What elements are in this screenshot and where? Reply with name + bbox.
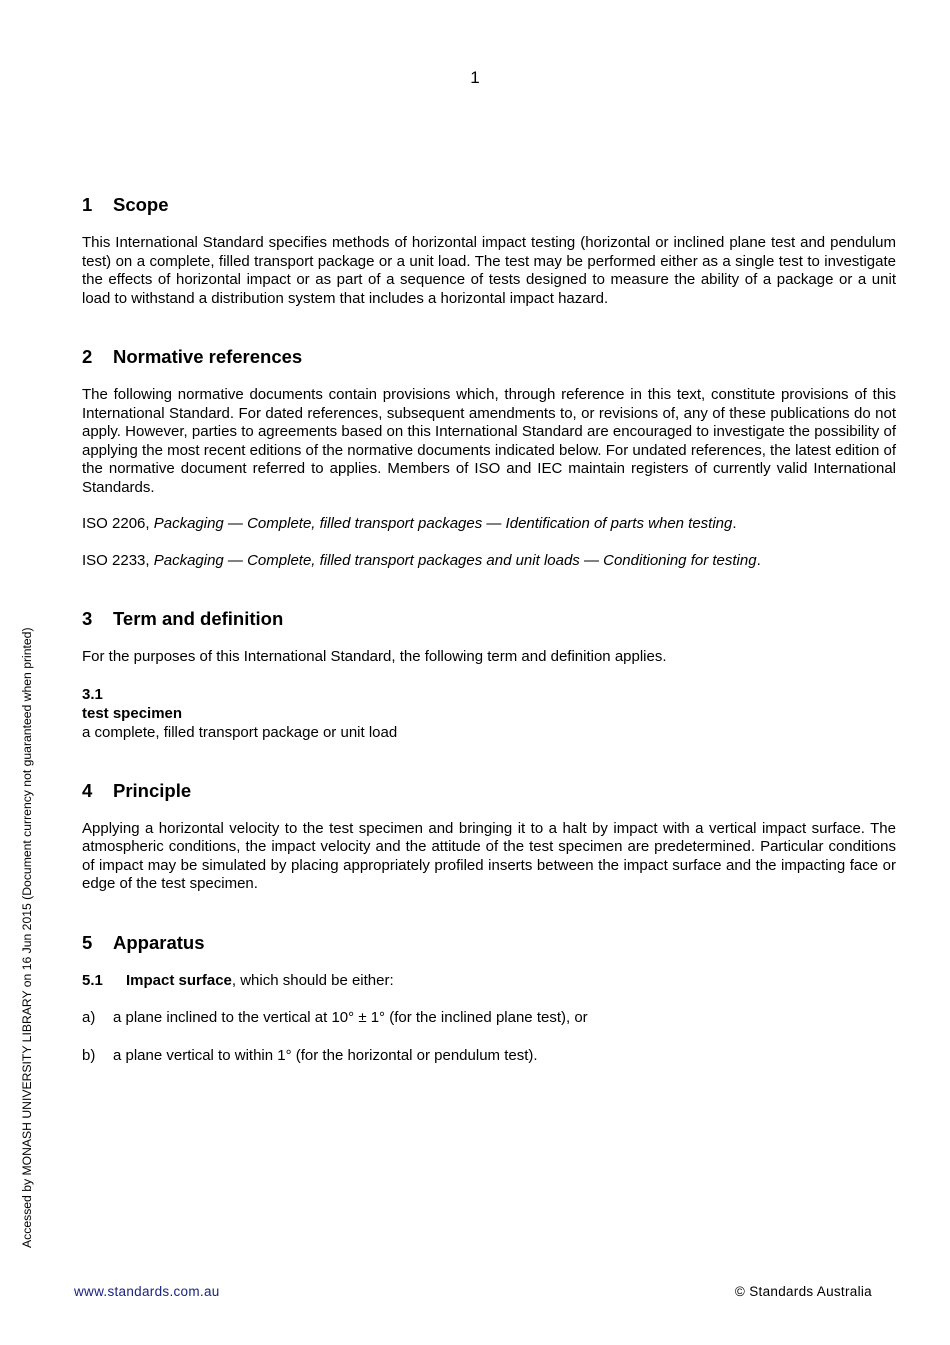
term-name: test specimen [82,704,183,722]
section-number: 5 [82,931,93,953]
section-title: Normative references [113,346,303,367]
section-title: Term and definition [113,608,284,629]
reference-title: Packaging — Complete, filled transport packages and unit loads — Conditioning for testing [153,551,757,569]
subclause [82,972,896,991]
reference-code: ISO 2233, [82,551,154,569]
section-term-definition [82,608,896,742]
footer-copyright: © Standards Australia [734,1284,872,1299]
section-number: 4 [82,779,93,801]
list-item [82,1009,896,1028]
document-body [82,194,896,1103]
footer-website-link[interactable]: www.standards.com.au [74,1284,220,1299]
list-item [82,1047,896,1066]
subclause-title: Impact surface [126,971,232,989]
section-number: 3 [82,608,93,629]
section-apparatus [82,932,896,1066]
reference-end: . [756,551,761,569]
section-heading [82,194,896,216]
section-title: Scope [113,194,169,215]
subclause-text [126,972,394,991]
reference-item [82,552,896,571]
reference-item [82,515,896,534]
section-paragraph: Applying a horizontal velocity to the test specimen and bringing it to a halt by impact with a vertical impact surface. The atmospheric conditions, the impact velocity and the attitude of the test specimen are predetermined. Particular conditions of impact may be simulated by placing appropriately profiled inserts between the impact surface and the impacting face or edge of the test specimen. [82,819,896,892]
section-number: 2 [82,346,93,367]
section-paragraph: For the purposes of this International Standard, the following term and definition applies. [82,648,667,665]
section-title: Apparatus [113,931,205,953]
access-watermark: Accessed by MONASH UNIVERSITY LIBRARY on 16 Jun 2015 (Document currency not guaranteed when printed) [20,627,34,1248]
term-entry [82,685,896,742]
section-title: Principle [113,779,192,801]
list-label: b) [82,1046,96,1064]
list-text: a plane inclined to the vertical at 10° ± 1° (for the inclined plane test), or [113,1009,588,1026]
reference-end: . [732,515,737,532]
section-normative-references [82,346,896,570]
section-scope [82,194,896,308]
section-heading [82,346,896,368]
reference-code: ISO 2206, [82,515,154,532]
list-label: a) [82,1009,96,1026]
section-paragraph: This International Standard specifies methods of horizontal impact testing (horizontal or inclined plane test and pendulum test) on a complete, filled transport package or a unit load. The test may be performed either as a single test to investigate the effects of horizontal impact or as part of a sequence of tests designed to measure the ability of a package or a unit load to withstand a distribution system that includes a horizontal impact hazard. [82,234,896,307]
page-number: 1 [470,68,480,87]
subclause-number: 5.1 [82,971,103,989]
section-heading [82,932,896,954]
section-number: 1 [82,194,93,215]
subclause-rest: , which should be either: [231,971,394,989]
list-text: a plane vertical to within 1° (for the horizontal or pendulum test). [113,1046,538,1064]
term-number: 3.1 [82,685,103,703]
section-heading [82,608,896,630]
section-heading [82,780,896,802]
section-principle [82,780,896,894]
term-definition: a complete, filled transport package or unit load [82,723,398,741]
section-paragraph: The following normative documents contain provisions which, through reference in this text, constitute provisions of this International Standard. For dated references, subsequent amendments to, or revisions of, any of these publications do not apply. However, parties to agreements based on this International Standard are encouraged to investigate the possibility of applying the most recent editions of the normative documents indicated below. For undated references, the latest edition of the normative document referred to applies. Members of ISO and IEC maintain registers of currently valid International Standards. [82,386,896,496]
reference-title: Packaging — Complete, filled transport packages — Identification of parts when testing [153,515,733,532]
